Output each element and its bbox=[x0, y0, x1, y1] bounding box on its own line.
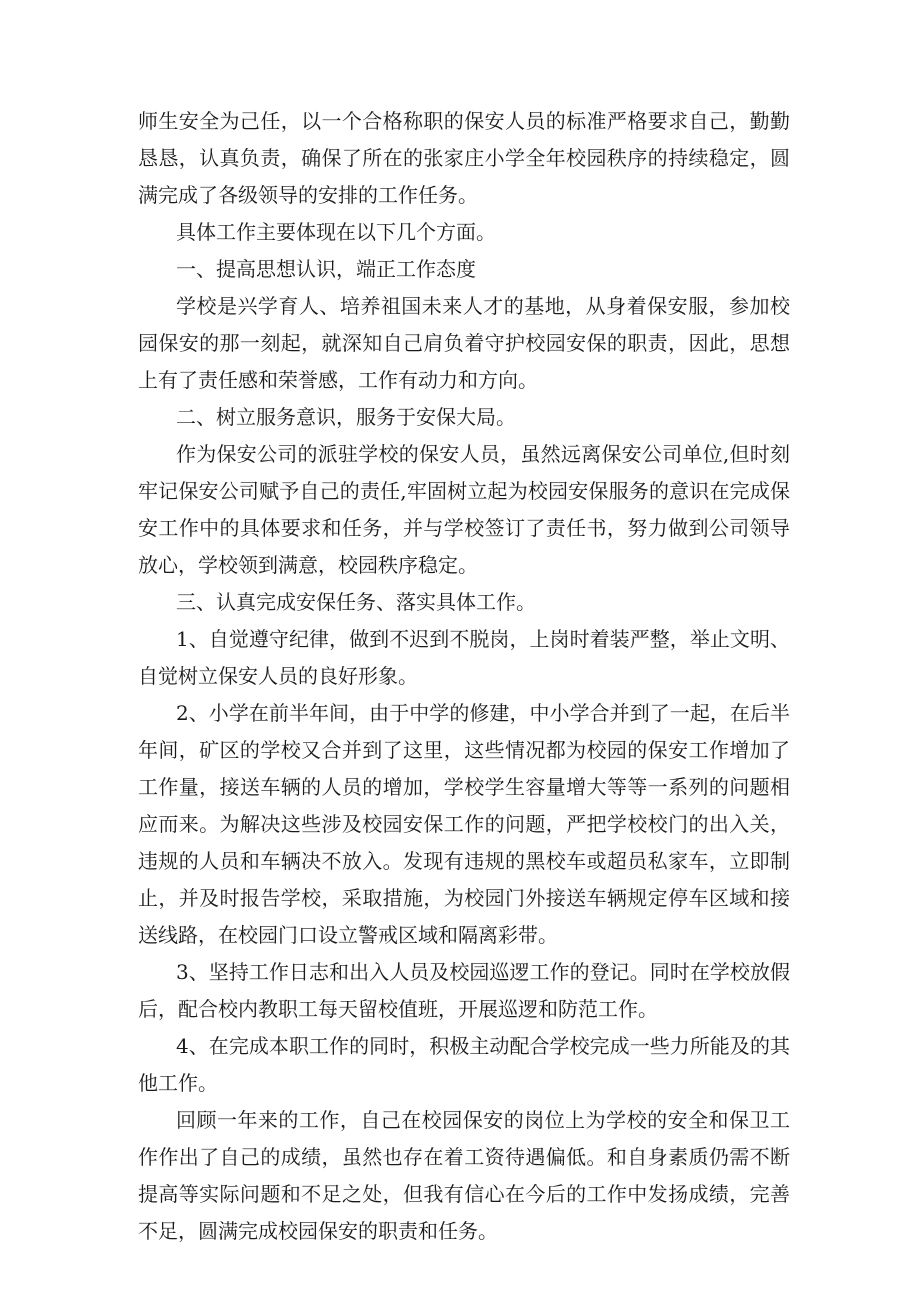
paragraph-4: 作为保安公司的派驻学校的保安人员，虽然远离保安公司单位,但时刻牢记保安公司赋予自己的责任,牢固树立起为校园安保服务的意识在完成保安工作中的具体要求和任务，并与学校签订了责任书，努力做到公司领导放心，学校领到满意，校园秩序稳定。 bbox=[138, 442, 790, 577]
section-heading-2: 二、树立服务意识，服务于安保大局。 bbox=[176, 405, 516, 429]
list-item-1: 1、自觉遵守纪律，做到不迟到不脱岗，上岗时着装严整，举止文明、自觉树立保安人员的良好形象。 bbox=[138, 627, 790, 688]
paragraph-2: 具体工作主要体现在以下几个方面。 bbox=[176, 220, 496, 244]
list-item-4: 4、在完成本职工作的同时，积极主动配合学校完成一些力所能及的其他工作。 bbox=[138, 1034, 790, 1095]
list-item-2: 2、小学在前半年间，由于中学的修建，中小学合并到了一起，在后半年间，矿区的学校又合并到了这里，这些情况都为校园的保安工作增加了工作量，接送车辆的人员的增加，学校学生容量增大等等一系列的问题相应而来。为解决这些涉及校园安保工作的问题，严把学校校门的出入关，违规的人员和车辆决不放入。发现有违规的黑校车或超员私家车，立即制止，并及时报告学校，采取措施，为校园门外接送车辆规定停车区域和接送线路，在校园门口设立警戒区域和隔离彩带。 bbox=[138, 701, 790, 947]
section-heading-1: 一、提高思想认识，端正工作态度 bbox=[176, 257, 476, 281]
list-item-3: 3、坚持工作日志和出入人员及校园巡逻工作的登记。同时在学校放假后，配合校内教职工每天留校值班，开展巡逻和防范工作。 bbox=[138, 960, 790, 1021]
section-heading-3: 三、认真完成安保任务、落实具体工作。 bbox=[176, 590, 536, 614]
paragraph-1: 师生安全为己任，以一个合格称职的保安人员的标准严格要求自己，勤勤恳恳，认真负责，确保了所在的张家庄小学全年校园秩序的持续稳定，圆满完成了各级领导的安排的工作任务。 bbox=[138, 109, 790, 207]
closing-paragraph: 回顾一年来的工作，自己在校园保安的岗位上为学校的安全和保卫工作作出了自己的成绩，虽然也存在着工资待遇偏低。和自身素质仍需不断提高等实际问题和不足之处，但我有信心在今后的工作中发扬成绩，完善不足，圆满完成校园保安的职责和任务。 bbox=[138, 1108, 790, 1243]
paragraph-3: 学校是兴学育人、培养祖国未来人才的基地，从身着保安服，参加校园保安的那一刻起，就深知自己肩负着守护校园安保的职责，因此，思想上有了责任感和荣誉感，工作有动力和方向。 bbox=[138, 294, 790, 392]
